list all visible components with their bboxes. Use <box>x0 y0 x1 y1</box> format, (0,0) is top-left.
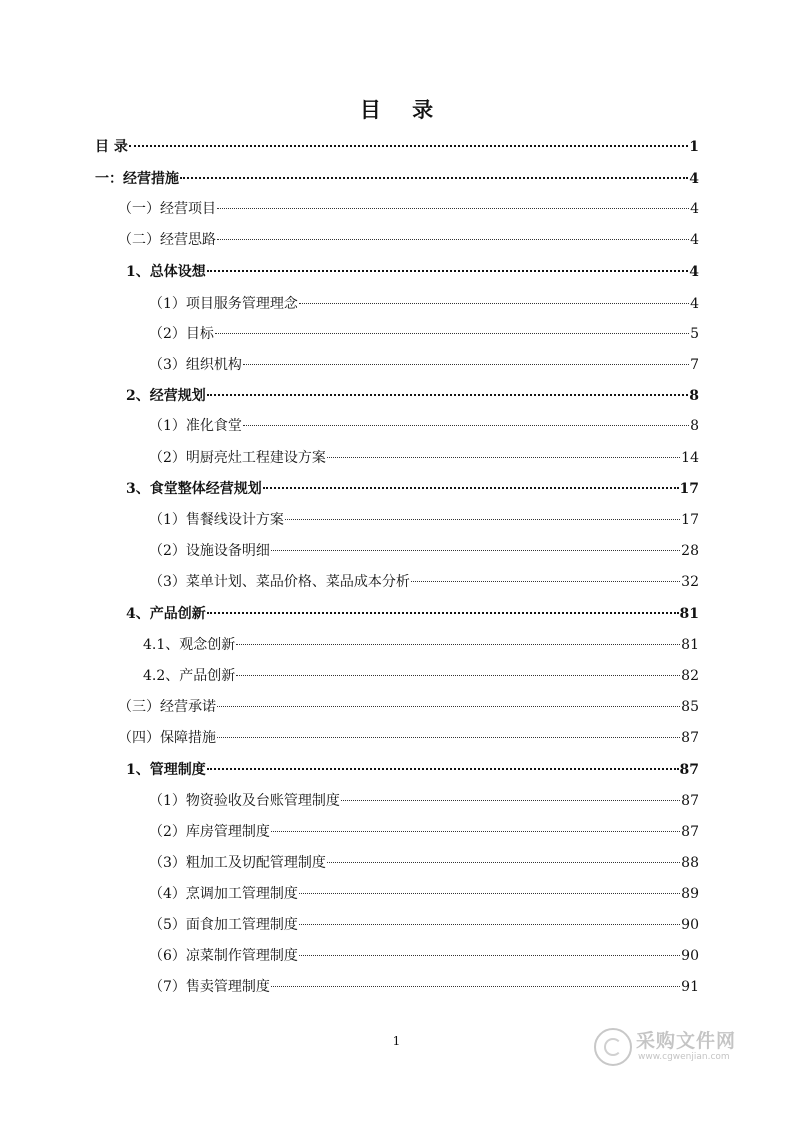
toc-entry[interactable] <box>149 572 699 592</box>
toc-leader-dots <box>327 862 680 863</box>
toc-leader-dots <box>243 425 689 426</box>
toc-entry-label: （2）明厨亮灶工程建设方案 <box>149 450 326 466</box>
toc-entry-label: 2、经营规划 <box>126 388 206 404</box>
toc-entry-label: （2）设施设备明细 <box>149 543 270 559</box>
toc-entry-page: 8 <box>690 418 699 434</box>
toc-entry-label: （1）售餐线设计方案 <box>149 512 284 528</box>
toc-leader-dots <box>217 239 689 240</box>
toc-leader-dots <box>180 177 688 179</box>
toc-entry-page: 90 <box>681 917 699 933</box>
toc-leader-dots <box>243 364 689 365</box>
page-title: 目 录 <box>359 97 446 122</box>
toc-entry-label: （四）保障措施 <box>118 730 216 746</box>
toc-entry-page: 14 <box>681 450 699 466</box>
toc-leader-dots <box>285 519 680 520</box>
toc-entry-label: （1）项目服务管理理念 <box>149 296 298 312</box>
toc-entry-page: 91 <box>681 979 699 995</box>
watermark-text: 采购文件网 <box>636 1030 737 1052</box>
toc-leader-dots <box>236 644 680 645</box>
toc-leader-dots <box>129 145 688 147</box>
toc-entry-page: 87 <box>681 730 699 746</box>
toc-entry[interactable] <box>149 510 699 530</box>
toc-entry[interactable] <box>149 541 699 561</box>
toc-entry[interactable] <box>95 137 699 157</box>
toc-entry[interactable] <box>149 448 699 468</box>
toc-entry[interactable] <box>143 666 699 686</box>
page-number: 1 <box>392 1034 401 1048</box>
toc-entry-page: 4 <box>690 201 699 217</box>
toc-entry[interactable] <box>118 697 699 717</box>
toc-entry-label: （1）准化食堂 <box>149 418 242 434</box>
toc-entry-page: 81 <box>679 606 699 622</box>
toc-leader-dots <box>217 737 680 738</box>
toc-entry-label: （一）经营项目 <box>118 201 216 217</box>
toc-leader-dots <box>215 333 689 334</box>
watermark-logo-icon <box>594 1028 632 1066</box>
toc-leader-dots <box>341 800 680 801</box>
toc-entry[interactable] <box>149 915 699 935</box>
toc-entry-label: 4.1、观念创新 <box>143 637 236 653</box>
toc-leader-dots <box>271 831 680 832</box>
toc-entry[interactable] <box>95 169 699 189</box>
toc-leader-dots <box>207 270 689 272</box>
toc-entry-page: 4 <box>690 296 699 312</box>
toc-entry-page: 87 <box>681 824 699 840</box>
toc-leader-dots <box>207 768 679 770</box>
toc-entry[interactable] <box>126 604 699 624</box>
toc-entry-label: 4.2、产品创新 <box>143 668 236 684</box>
watermark-url: www.cgwenjian.com <box>638 1052 730 1062</box>
toc-entry-label: 1、管理制度 <box>126 762 206 778</box>
toc-entry-page: 82 <box>681 668 699 684</box>
toc-entry[interactable] <box>126 262 699 282</box>
toc-leader-dots <box>207 612 679 614</box>
toc-entry[interactable] <box>118 728 699 748</box>
toc-entry-label: （6）凉菜制作管理制度 <box>149 948 298 964</box>
toc-entry-page: 4 <box>689 171 699 187</box>
toc-leader-dots <box>411 581 680 582</box>
toc-entry-page: 4 <box>690 232 699 248</box>
toc-entry-page: 17 <box>681 512 699 528</box>
toc-entry-page: 8 <box>689 388 699 404</box>
toc-entry[interactable] <box>149 355 699 375</box>
toc-entry[interactable] <box>149 416 699 436</box>
toc-entry-page: 1 <box>689 139 699 155</box>
toc-entry-label: （1）物资验收及台账管理制度 <box>149 793 340 809</box>
toc-entry[interactable] <box>149 853 699 873</box>
toc-entry-label: （三）经营承诺 <box>118 699 216 715</box>
toc-leader-dots <box>299 893 680 894</box>
toc-entry-page: 81 <box>681 637 699 653</box>
toc-entry-page: 5 <box>690 326 699 342</box>
toc-entry-label: （3）粗加工及切配管理制度 <box>149 855 326 871</box>
toc-entry-label: 4、产品创新 <box>126 606 206 622</box>
toc-entry-page: 28 <box>681 543 699 559</box>
toc-entry-page: 87 <box>681 793 699 809</box>
toc-entry-label: （5）面食加工管理制度 <box>149 917 298 933</box>
toc-entry-page: 32 <box>681 574 699 590</box>
toc-entry[interactable] <box>149 946 699 966</box>
toc-leader-dots <box>299 924 680 925</box>
toc-entry-page: 4 <box>689 264 699 280</box>
toc-entry-page: 89 <box>681 886 699 902</box>
toc-entry-page: 85 <box>681 699 699 715</box>
toc-entry[interactable] <box>143 635 699 655</box>
toc-entry-label: （3）菜单计划、菜品价格、菜品成本分析 <box>149 574 410 590</box>
toc-entry[interactable] <box>149 791 699 811</box>
toc-entry[interactable] <box>149 977 699 997</box>
toc-entry-label: （2）库房管理制度 <box>149 824 270 840</box>
toc-entry[interactable] <box>149 324 699 344</box>
toc-entry-page: 7 <box>690 357 699 373</box>
toc-entry[interactable] <box>149 294 699 314</box>
toc-entry[interactable] <box>149 884 699 904</box>
toc-leader-dots <box>271 986 680 987</box>
toc-leader-dots <box>207 394 689 396</box>
toc-entry[interactable] <box>126 479 699 499</box>
toc-entry-label: （二）经营思路 <box>118 232 216 248</box>
toc-entry[interactable] <box>126 386 699 406</box>
toc-entry[interactable] <box>118 199 699 219</box>
toc-entry[interactable] <box>118 230 699 250</box>
toc-entry-page: 90 <box>681 948 699 964</box>
toc-leader-dots <box>217 208 689 209</box>
toc-entry-page: 17 <box>679 481 699 497</box>
toc-leader-dots <box>217 706 680 707</box>
toc-entry[interactable] <box>126 760 699 780</box>
toc-leader-dots <box>271 550 680 551</box>
toc-entry-label: 1、总体设想 <box>126 264 206 280</box>
toc-leader-dots <box>299 303 689 304</box>
toc-leader-dots <box>299 955 680 956</box>
toc-entry-label: 3、食堂整体经营规划 <box>126 481 262 497</box>
toc-entry-page: 88 <box>681 855 699 871</box>
toc-entry-page: 87 <box>679 762 699 778</box>
toc-entry-label: （7）售卖管理制度 <box>149 979 270 995</box>
toc-leader-dots <box>236 675 680 676</box>
toc-leader-dots <box>263 487 679 489</box>
toc-leader-dots <box>327 457 680 458</box>
watermark <box>592 1022 752 1070</box>
toc-entry-label: （2）目标 <box>149 326 214 342</box>
toc-entry-label: 一：经营措施 <box>95 171 179 187</box>
toc-entry-label: 目 录 <box>95 139 128 155</box>
toc-entry-label: （3）组织机构 <box>149 357 242 373</box>
toc-entry[interactable] <box>149 822 699 842</box>
toc-entry-label: （4）烹调加工管理制度 <box>149 886 298 902</box>
